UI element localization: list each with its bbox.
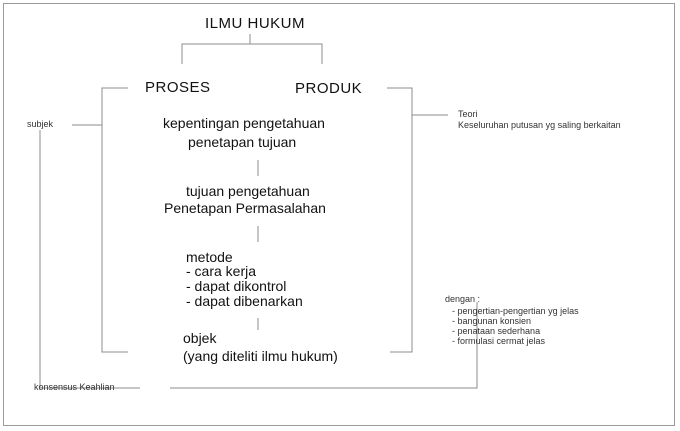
- teori-line: Teori: [458, 109, 478, 119]
- metode-item: - cara kerja: [186, 263, 257, 279]
- step-line: penetapan tujuan: [188, 134, 297, 150]
- step-metode-list: [186, 264, 303, 309]
- step-tujuan: [164, 184, 326, 216]
- dengan-item: - bangunan konsien: [452, 316, 532, 326]
- step-line: objek: [183, 330, 217, 346]
- title-connector-right: [250, 44, 322, 64]
- branch-proses: PROSES: [145, 79, 211, 96]
- dengan-item: - penataan sederhana: [452, 326, 541, 336]
- metode-item: - dapat dibenarkan: [186, 293, 303, 309]
- left-long-line: [40, 130, 140, 388]
- step-kepentingan: [163, 116, 325, 150]
- right-bracket: [387, 88, 412, 352]
- label-teori: [458, 109, 621, 130]
- step-metode-heading: metode: [186, 249, 233, 265]
- left-bracket: [102, 88, 128, 352]
- step-line: Penetapan Permasalahan: [164, 200, 326, 216]
- teori-line: Keseluruhan putusan yg saling berkaitan: [458, 120, 621, 130]
- label-konsensus: konsensus Keahlian: [34, 382, 115, 392]
- dengan-item: - pengertian-pengertian yg jelas: [452, 306, 579, 316]
- step-line: kepentingan pengetahuan: [163, 115, 325, 131]
- step-line: (yang diteliti ilmu hukum): [183, 348, 338, 364]
- dengan-list: [452, 306, 579, 346]
- label-subjek: subjek: [27, 119, 54, 129]
- diagram-title: ILMU HUKUM: [205, 15, 306, 32]
- step-line: tujuan pengetahuan: [186, 183, 310, 199]
- step-objek: [183, 331, 338, 364]
- metode-item: - dapat dikontrol: [186, 278, 287, 294]
- dengan-item: - formulasi cermat jelas: [452, 336, 546, 346]
- branch-produk: PRODUK: [295, 80, 363, 97]
- label-dengan: dengan :: [445, 294, 481, 304]
- title-connector: [182, 34, 250, 64]
